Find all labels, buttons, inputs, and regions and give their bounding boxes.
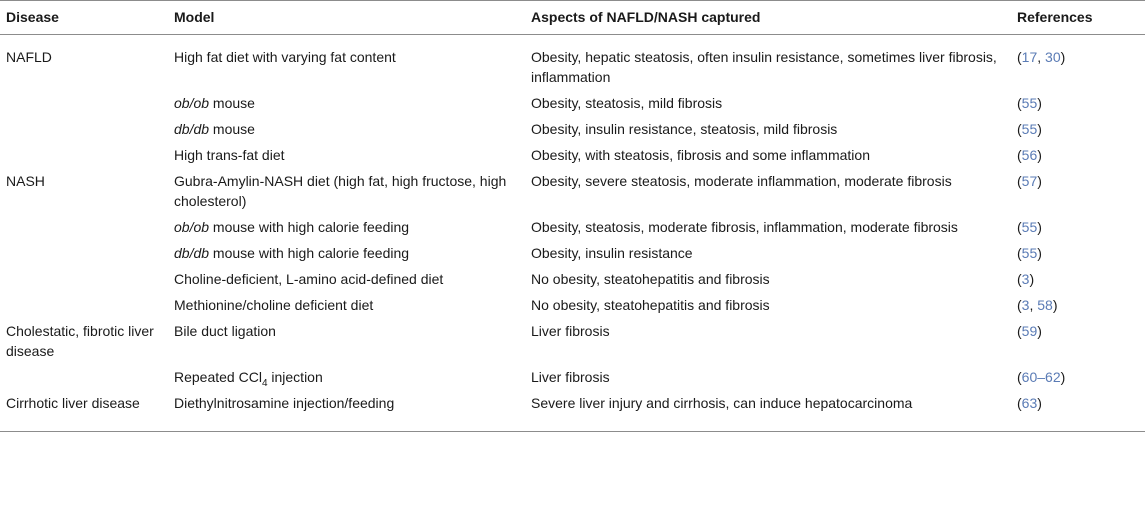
cell-references: (3, 58) xyxy=(1017,297,1058,313)
cell-model: ob/ob mouse xyxy=(174,95,255,111)
table-row xyxy=(0,267,1145,293)
table-row xyxy=(0,143,1145,169)
cell-model: High trans-fat diet xyxy=(174,147,285,163)
cell-references: (59) xyxy=(1017,323,1042,339)
cell-aspects: Severe liver injury and cirrhosis, can induce hepatocarcinoma xyxy=(531,395,913,411)
reference-link[interactable]: 55 xyxy=(1021,121,1038,137)
cell-model: Gubra-Amylin-NASH diet (high fat, high fructose, high cholesterol) xyxy=(174,173,507,209)
cell-disease xyxy=(0,293,168,319)
cell-model: Methionine/choline deficient diet xyxy=(174,297,374,313)
cell-model: db/db mouse with high calorie feeding xyxy=(174,245,410,261)
model-strain: ob/ob xyxy=(174,95,210,111)
cell-model: Choline-deficient, L-amino acid-defined diet xyxy=(174,271,444,287)
cell-references: (60–62) xyxy=(1017,369,1066,385)
table-row xyxy=(0,215,1145,241)
header-model: Model xyxy=(174,8,215,25)
model-strain: db/db xyxy=(174,245,210,261)
cell-disease: NAFLD xyxy=(6,49,52,65)
cell-aspects: Obesity, hepatic steatosis, often insulin resistance, sometimes liver fibrosis, inflammation xyxy=(531,49,997,85)
cell-disease xyxy=(0,215,168,241)
cell-aspects: No obesity, steatohepatitis and fibrosis xyxy=(531,271,770,287)
table-header xyxy=(0,1,1145,35)
cell-references: (55) xyxy=(1017,219,1042,235)
cell-model: db/db mouse xyxy=(174,121,255,137)
reference-link[interactable]: 57 xyxy=(1021,173,1038,189)
table-row xyxy=(0,319,1145,365)
cell-model: Bile duct ligation xyxy=(174,323,276,339)
cell-aspects: Obesity, severe steatosis, moderate inflammation, moderate fibrosis xyxy=(531,173,952,189)
cell-model: ob/ob mouse with high calorie feeding xyxy=(174,219,410,235)
cell-aspects: Obesity, steatosis, moderate fibrosis, inflammation, moderate fibrosis xyxy=(531,219,958,235)
cell-aspects: Obesity, with steatosis, fibrosis and some inflammation xyxy=(531,147,870,163)
cell-references: (57) xyxy=(1017,173,1042,189)
table-row xyxy=(0,241,1145,267)
cell-references: (55) xyxy=(1017,121,1042,137)
cell-disease: Cholestatic, fibrotic liver disease xyxy=(6,323,154,359)
reference-link[interactable]: 63 xyxy=(1021,395,1038,411)
cell-aspects: Liver fibrosis xyxy=(531,323,610,339)
cell-disease xyxy=(0,91,168,117)
table-row xyxy=(0,91,1145,117)
cell-references: (3) xyxy=(1017,271,1035,287)
cell-disease xyxy=(0,241,168,267)
cell-disease: Cirrhotic liver disease xyxy=(6,395,140,411)
reference-link[interactable]: 59 xyxy=(1021,323,1038,339)
reference-link[interactable]: 55 xyxy=(1021,219,1038,235)
cell-model: Diethylnitrosamine injection/feeding xyxy=(174,395,395,411)
header-aspects: Aspects of NAFLD/NASH captured xyxy=(531,8,761,25)
model-subscript: 4 xyxy=(261,377,268,389)
header-disease: Disease xyxy=(6,8,59,25)
cell-disease xyxy=(0,117,168,143)
cell-disease xyxy=(0,365,168,391)
cell-disease xyxy=(0,267,168,293)
cell-model: Repeated CCl$_4$ injection xyxy=(174,369,323,389)
header-row xyxy=(0,1,1145,35)
cell-aspects: Obesity, steatosis, mild fibrosis xyxy=(531,95,723,111)
model-strain: db/db xyxy=(174,121,210,137)
reference-link[interactable]: 55 xyxy=(1021,245,1038,261)
cell-references: (63) xyxy=(1017,395,1042,411)
table-row xyxy=(0,365,1145,391)
cell-model: High fat diet with varying fat content xyxy=(174,49,396,65)
header-references: References xyxy=(1017,8,1093,25)
cell-aspects: Obesity, insulin resistance xyxy=(531,245,693,261)
cell-aspects: Obesity, insulin resistance, steatosis, mild fibrosis xyxy=(531,121,838,137)
cell-references: (17, 30) xyxy=(1017,49,1066,65)
cell-disease xyxy=(0,143,168,169)
table-row xyxy=(0,35,1145,92)
reference-link[interactable]: 60–62 xyxy=(1021,369,1061,385)
table-body xyxy=(0,35,1145,432)
reference-link[interactable]: 3 xyxy=(1021,297,1030,313)
cell-references: (55) xyxy=(1017,95,1042,111)
reference-link[interactable]: 56 xyxy=(1021,147,1038,163)
reference-link[interactable]: 3 xyxy=(1021,271,1030,287)
cell-aspects: No obesity, steatohepatitis and fibrosis xyxy=(531,297,770,313)
model-strain: ob/ob xyxy=(174,219,210,235)
table-row xyxy=(0,391,1145,432)
table-row xyxy=(0,169,1145,215)
cell-references: (55) xyxy=(1017,245,1042,261)
table-row xyxy=(0,117,1145,143)
reference-link[interactable]: 58 xyxy=(1037,297,1053,313)
reference-link[interactable]: 17 xyxy=(1021,49,1038,65)
table-row xyxy=(0,293,1145,319)
cell-aspects: Liver fibrosis xyxy=(531,369,610,385)
reference-link[interactable]: 30 xyxy=(1045,49,1061,65)
cell-disease: NASH xyxy=(6,173,45,189)
reference-link[interactable]: 55 xyxy=(1021,95,1038,111)
cell-references: (56) xyxy=(1017,147,1042,163)
